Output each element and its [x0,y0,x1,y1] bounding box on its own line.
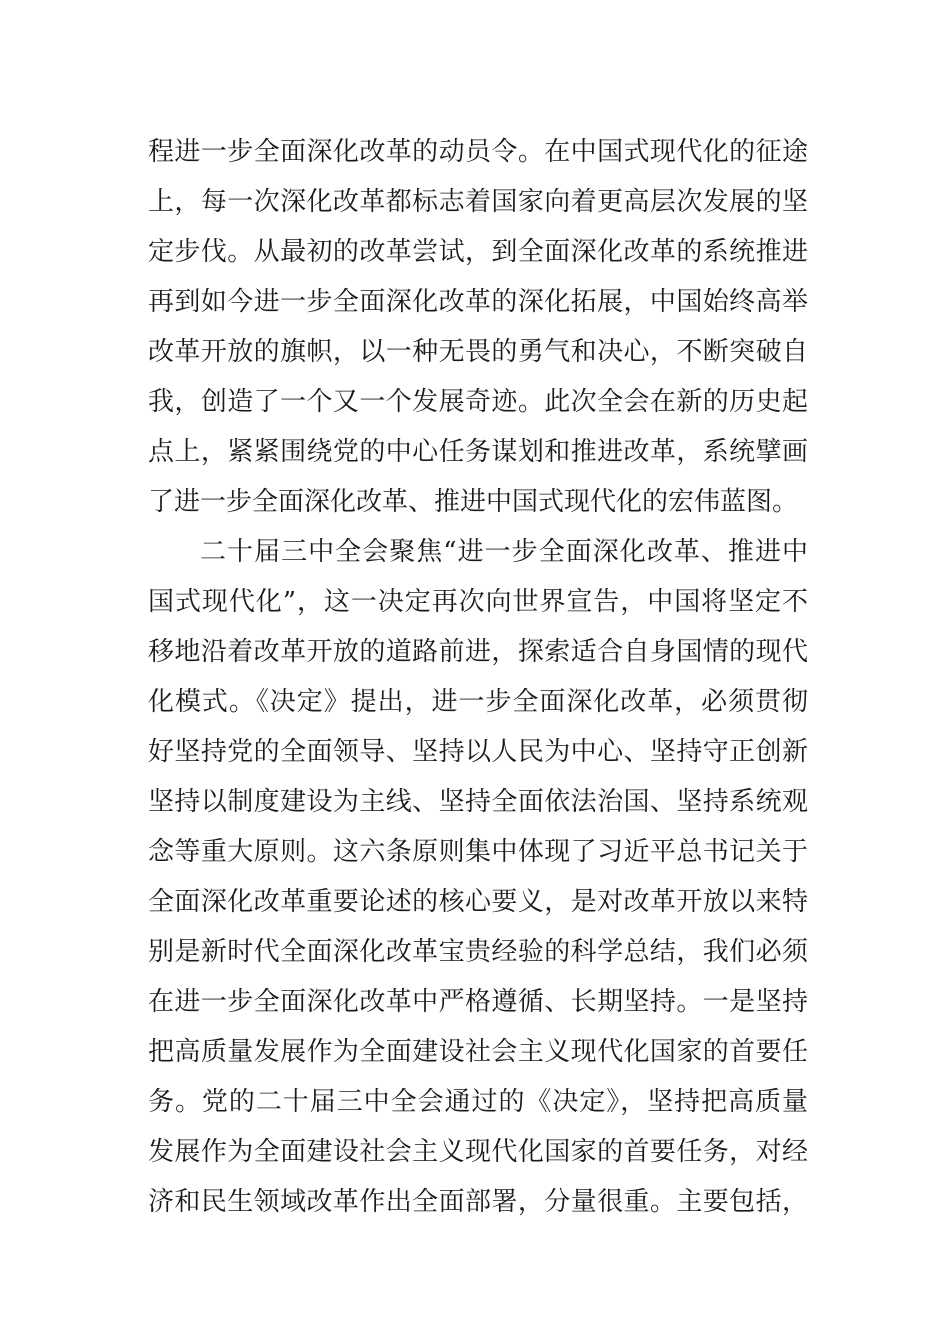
paragraph-line: 国式现代化”，这一决定再次向世界宣告，中国将坚定不 [148,587,808,617]
paragraph-line: 化模式。《决定》提出，进一步全面深化改革，必须贯彻 [148,687,808,717]
paragraph-line: 了进一步全面深化改革、推进中国式现代化的宏伟蓝图。 [148,487,799,517]
paragraph-line: 在进一步全面深化改革中严格遵循、长期坚持。一是坚持 [148,987,808,1017]
paragraph-line: 改革开放的旗帜，以一种无畏的勇气和决心，不断突破自 [148,337,808,367]
paragraph-line: 程进一步全面深化改革的动员令。在中国式现代化的征途 [148,137,808,167]
paragraph-line: 我，创造了一个又一个发展奇迹。此次全会在新的历史起 [148,387,808,417]
paragraph-line: 定步伐。从最初的改革尝试，到全面深化改革的系统推进 [148,237,808,267]
paragraph-line: 别是新时代全面深化改革宝贵经验的科学总结，我们必须 [148,937,808,967]
paragraph-line: 把高质量发展作为全面建设社会主义现代化国家的首要任 [148,1037,808,1067]
paragraph-line: 移地沿着改革开放的道路前进，探索适合自身国情的现代 [148,637,808,667]
paragraph-line: 点上，紧紧围绕党的中心任务谋划和推进改革，系统擘画 [148,437,808,467]
paragraph-line: 再到如今进一步全面深化改革的深化拓展，中国始终高举 [148,287,808,317]
paragraph-line: 念等重大原则。这六条原则集中体现了习近平总书记关于 [148,837,808,867]
paragraph-line: 上，每一次深化改革都标志着国家向着更高层次发展的坚 [148,187,808,217]
paragraph-line: 二十届三中全会聚焦“进一步全面深化改革、推进中 [200,537,808,567]
paragraph-line: 济和民生领域改革作出全面部署，分量很重。主要包括， [148,1187,808,1217]
paragraph-line: 坚持以制度建设为主线、坚持全面依法治国、坚持系统观 [148,787,808,817]
paragraph-line: 全面深化改革重要论述的核心要义，是对改革开放以来特 [148,887,808,917]
paragraph-line: 发展作为全面建设社会主义现代化国家的首要任务，对经 [148,1137,808,1167]
paragraph-line: 好坚持党的全面领导、坚持以人民为中心、坚持守正创新 [148,737,808,767]
paragraph-line: 务。党的二十届三中全会通过的《决定》，坚持把高质量 [148,1087,808,1117]
